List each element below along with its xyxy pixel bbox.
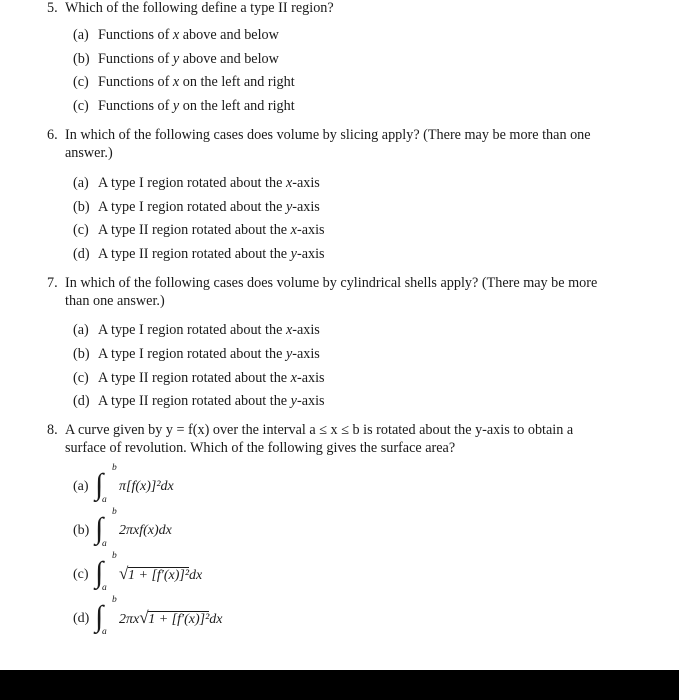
document-page: 5. Which of the following define a type II region? (a) Functions of x above and below (b) Functions of y above and below (c) Functions of x on the left and right (c) Functions of y on the left and right 6. In which of the following cases does volume by slicing apply? (There may be more than one answer.) (a) A type I region rotated about the x-axis (b) A type I region rotated about the y-axis (c) A type II region rotated about the x-axis (d) A type II region rotated about the y-axis 7. In which of the following cases does volume by cylindrical shells apply? (There may be more than one answer.) (a) A type I region rotated about the x-axis (b) A type I region rotated about the y-axis (c) A type II region rotated about the x-axis (d) A type II region rotated about the y-axis 8. A curve given by y = f(x) over the interval a ≤ x ≤ b is rotated about the y-axis to obtain a surface of revolution. Which of the following gives the surface area? (a) ∫ b a π[f(x)]²dx (b) ∫ b a 2πxf(x)dx (c) ∫ b a √ 1 + [f′(x)]²dx (d) ∫ b a 2πx √ 1 + [f′(x)]²dx — [0, 0, 679, 670]
option-7d: (d) A type II region rotated about the y-axis — [73, 393, 325, 409]
option-5b: (b) Functions of y above and below — [73, 51, 279, 67]
option-6d: (d) A type II region rotated about the y-axis — [73, 246, 325, 262]
question-text: In which of the following cases does volume by slicing apply? (There may be more than one answer.) — [65, 127, 591, 161]
option-6b: (b) A type I region rotated about the y-axis — [73, 199, 320, 215]
question-number: 6. — [47, 127, 58, 143]
option-5d: (c) Functions of y on the left and right — [73, 98, 295, 114]
upper-limit: b — [112, 595, 117, 605]
integral-sign: ∫ — [95, 556, 104, 589]
integrand: π[f(x)]²dx — [119, 479, 174, 494]
integrand: √ 1 + [f′(x)]²dx — [119, 564, 203, 583]
lower-limit: a — [102, 495, 107, 505]
square-root: √ 1 + [f′(x)]² — [119, 564, 190, 583]
option-6a: (a) A type I region rotated about the x-axis — [73, 175, 320, 191]
option-7b: (b) A type I region rotated about the y-axis — [73, 346, 320, 362]
upper-limit: b — [112, 463, 117, 473]
question-number: 8. — [47, 422, 58, 438]
lower-limit: a — [102, 627, 107, 637]
radical-sign: √ — [119, 564, 129, 583]
integrand: 2πxf(x)dx — [119, 523, 172, 538]
square-root: √ 1 + [f′(x)]² — [139, 608, 210, 627]
integral-sign: ∫ — [95, 600, 104, 633]
upper-limit: b — [112, 507, 117, 517]
question-number: 7. — [47, 275, 58, 291]
integral-sign: ∫ — [95, 468, 104, 501]
option-5c: (c) Functions of x on the left and right — [73, 74, 295, 90]
option-5a: (a) Functions of x above and below — [73, 27, 279, 43]
option-6c: (c) A type II region rotated about the x-axis — [73, 222, 325, 238]
lower-limit: a — [102, 539, 107, 549]
radical-sign: √ — [139, 608, 149, 627]
option-7a: (a) A type I region rotated about the x-axis — [73, 322, 320, 338]
bottom-black-bar — [0, 670, 679, 700]
lower-limit: a — [102, 583, 107, 593]
question-text: In which of the following cases does volume by cylindrical shells apply? (There may be more than one answer.) — [65, 275, 598, 309]
question-text: A curve given by y = f(x) over the interval a ≤ x ≤ b is rotated about the y-axis to obtain a surface of revolution. Which of the following gives the surface area? — [65, 422, 574, 456]
option-7c: (c) A type II region rotated about the x-axis — [73, 370, 325, 386]
integrand: 2πx √ 1 + [f′(x)]²dx — [119, 608, 223, 627]
question-text: Which of the following define a type II region? — [65, 0, 334, 16]
integral-sign: ∫ — [95, 512, 104, 545]
question-number: 5. — [47, 0, 58, 16]
upper-limit: b — [112, 551, 117, 561]
